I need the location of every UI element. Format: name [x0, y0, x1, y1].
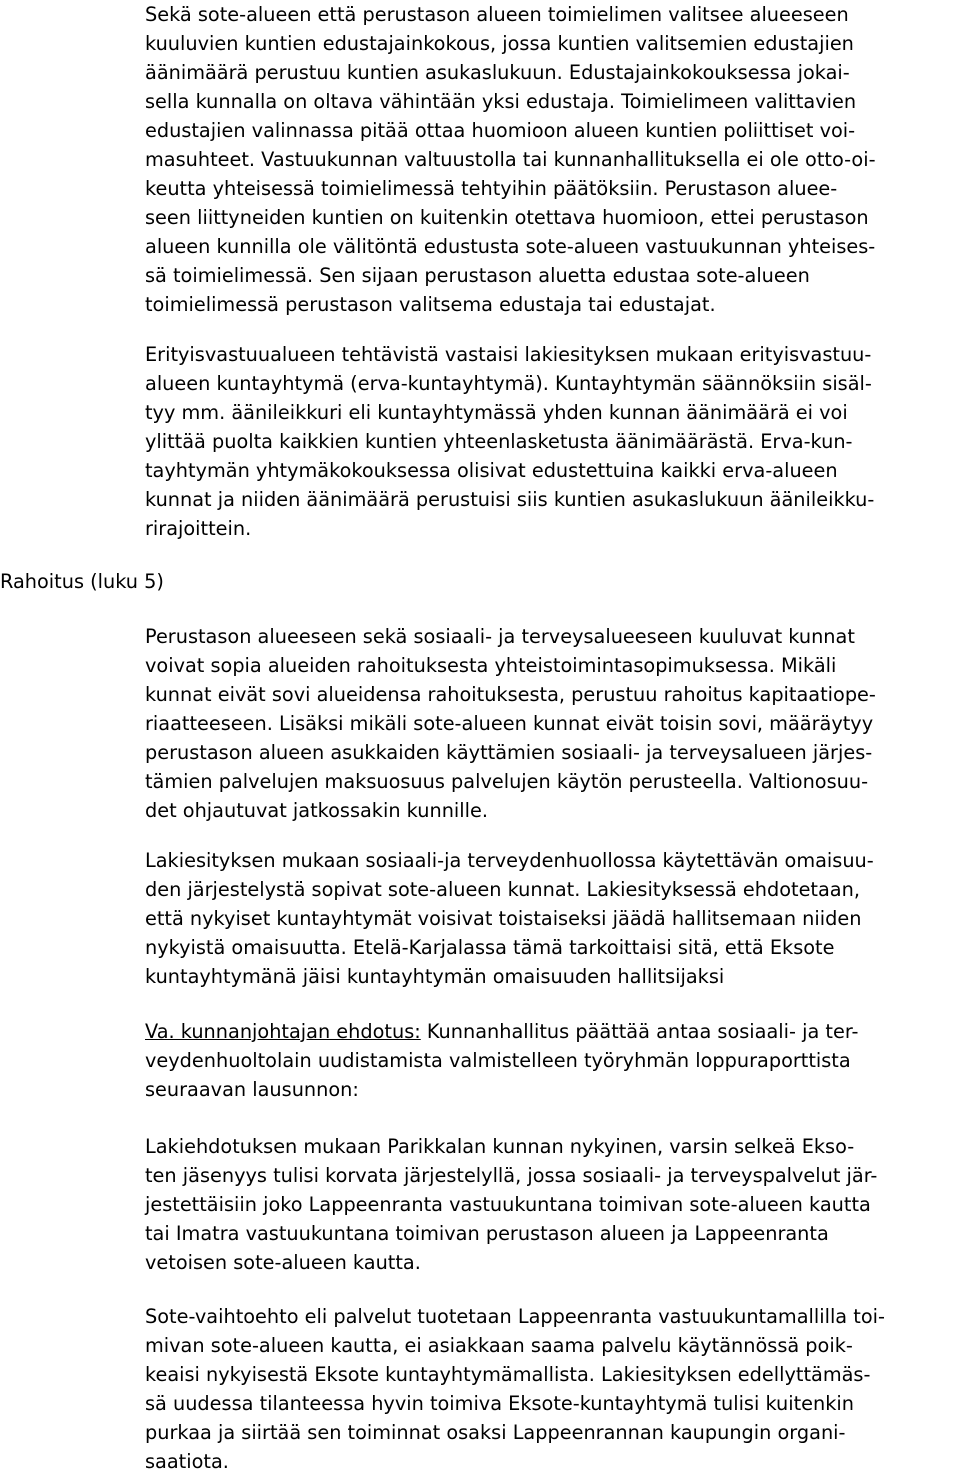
text-line: mivan sote-alueen kautta, ei asiakkaan saama palvelu käytännössä poik-: [145, 1334, 853, 1357]
text-line: että nykyiset kuntayhtymät voisivat toistaiseksi jäädä hallitsemaan niiden: [145, 907, 862, 930]
text-line: purkaa ja siirtää sen toiminnat osaksi Lappeenrannan kaupungin organi-: [145, 1421, 846, 1444]
proposal-text: Kunnanhallitus päättää antaa sosiaali- ja ter-: [420, 1020, 859, 1043]
text-line: rirajoittein.: [145, 517, 252, 540]
text-line: alueen kuntayhtymä (erva-kuntayhtymä). Kuntayhtymän säännöksiin sisäl-: [145, 372, 872, 395]
text-line: ten jäsenyys tulisi korvata järjestelyllä, jossa sosiaali- ja terveyspalvelut jär-: [145, 1164, 878, 1187]
text-line: seuraavan lausunnon:: [145, 1078, 359, 1101]
text-line: veydenhuoltolain uudistamista valmistelleen työryhmän loppuraporttista: [145, 1049, 851, 1072]
text-line: ylittää puolta kaikkien kuntien yhteenlasketusta äänimäärästä. Erva-kun-: [145, 430, 853, 453]
text-line: kuntayhtymänä jäisi kuntayhtymän omaisuuden hallitsijaksi: [145, 965, 725, 988]
paragraph-proposal: [145, 1017, 957, 1104]
text-line: sä uudessa tilanteessa hyvin toimiva Eksote-kuntayhtymä tulisi kuitenkin: [145, 1392, 854, 1415]
text-line: sä toimielimessä. Sen sijaan perustason aluetta edustaa sote-alueen: [145, 264, 810, 287]
text-line: Erityisvastuualueen tehtävistä vastaisi lakiesityksen mukaan erityisvastuu-: [145, 343, 872, 366]
section-label-funding: Rahoitus (luku 5): [0, 570, 164, 593]
paragraph-erva: [145, 340, 957, 543]
text-line: sella kunnalla on oltava vähintään yksi edustaja. Toimielimeen valittavien: [145, 90, 857, 113]
text-line: Lakiehdotuksen mukaan Parikkalan kunnan nykyinen, varsin selkeä Ekso-: [145, 1135, 855, 1158]
text-line: edustajien valinnassa pitää ottaa huomioon alueen kuntien poliittiset voi-: [145, 119, 856, 142]
paragraph-statement: [145, 1132, 957, 1277]
text-line: Lakiesityksen mukaan sosiaali-ja terveydenhuollossa käytettävän omaisuu-: [145, 849, 874, 872]
text-line: keutta yhteisessä toimielimessä tehtyihin päätöksiin. Perustason aluee-: [145, 177, 838, 200]
text-line: jestettäisiin joko Lappeenranta vastuukuntana toimivan sote-alueen kautta: [145, 1193, 871, 1216]
text-line: kunnat eivät sovi alueidensa rahoituksesta, perustuu rahoitus kapitaatiope-: [145, 683, 876, 706]
text-line: vetoisen sote-alueen kautta.: [145, 1251, 421, 1274]
text-line: riaatteeseen. Lisäksi mikäli sote-alueen kunnat eivät toisin sovi, määräytyy: [145, 712, 874, 735]
text-line: perustason alueen asukkaiden käyttämien sosiaali- ja terveysalueen järjes-: [145, 741, 873, 764]
proposal-label: Va. kunnanjohtajan ehdotus:: [145, 1020, 421, 1043]
paragraph-sote-option: [145, 1302, 957, 1476]
paragraph-property: [145, 846, 957, 991]
text-line: det ohjautuvat jatkossakin kunnille.: [145, 799, 488, 822]
paragraph-funding: [145, 622, 957, 825]
text-line: tyy mm. äänileikkuri eli kuntayhtymässä yhden kunnan äänimäärä ei voi: [145, 401, 848, 424]
text-line: Perustason alueeseen sekä sosiaali- ja terveysalueeseen kuuluvat kunnat: [145, 625, 855, 648]
text-line: voivat sopia alueiden rahoituksesta yhteistoimintasopimuksessa. Mikäli: [145, 654, 837, 677]
text-line: Sekä sote-alueen että perustason alueen toimielimen valitsee alueeseen: [145, 3, 849, 26]
text-line: kuuluvien kuntien edustajainkokous, jossa kuntien valitsemien edustajien: [145, 32, 854, 55]
text-line: kunnat ja niiden äänimäärä perustuisi siis kuntien asukaslukuun äänileikku-: [145, 488, 875, 511]
text-line: den järjestelystä sopivat sote-alueen kunnat. Lakiesityksessä ehdotetaan,: [145, 878, 860, 901]
text-line: tämien palvelujen maksuosuus palvelujen käytön perusteella. Valtionosuu-: [145, 770, 869, 793]
text-line: alueen kunnilla ole välitöntä edustusta sote-alueen vastuukunnan yhteises-: [145, 235, 876, 258]
text-line: tai Imatra vastuukuntana toimivan perustason alueen ja Lappeenranta: [145, 1222, 829, 1245]
text-line: [145, 1017, 957, 1046]
paragraph-representation: [145, 0, 957, 319]
text-line: keaisi nykyisestä Eksote kuntayhtymämallista. Lakiesityksen edellyttämäs-: [145, 1363, 871, 1386]
text-line: saatiota.: [145, 1450, 229, 1473]
text-line: masuhteet. Vastuukunnan valtuustolla tai kunnanhallituksella ei ole otto-oi-: [145, 148, 876, 171]
text-line: Sote-vaihtoehto eli palvelut tuotetaan Lappeenranta vastuukuntamallilla toi-: [145, 1305, 885, 1328]
text-line: tayhtymän yhtymäkokouksessa olisivat edustettuina kaikki erva-alueen: [145, 459, 838, 482]
text-line: nykyistä omaisuutta. Etelä-Karjalassa tämä tarkoittaisi sitä, että Eksote: [145, 936, 835, 959]
text-line: toimielimessä perustason valitsema edustaja tai edustajat.: [145, 293, 716, 316]
text-line: äänimäärä perustuu kuntien asukaslukuun. Edustajainkokouksessa jokai-: [145, 61, 850, 84]
text-line: seen liittyneiden kuntien on kuitenkin otettava huomioon, ettei perustason: [145, 206, 869, 229]
